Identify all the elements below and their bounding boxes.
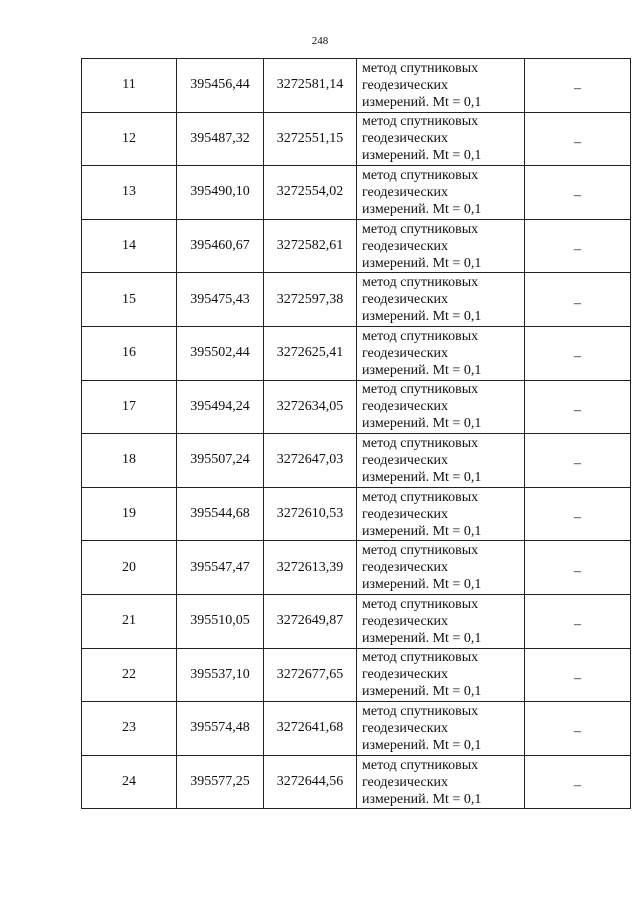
note-cell: [525, 112, 631, 166]
table-row: [82, 702, 631, 756]
method-line: метод спутниковых: [362, 221, 479, 237]
method-cell: [357, 166, 525, 220]
coordinate-x: 395487,32: [177, 112, 264, 166]
method-line: измерений. Mt = 0,1: [362, 684, 482, 700]
method-cell: [357, 219, 525, 273]
method-cell: [357, 702, 525, 756]
coordinate-x: 395574,48: [177, 702, 264, 756]
method-line: метод спутниковых: [362, 650, 479, 666]
note-dash: –: [574, 402, 581, 418]
coordinates-table-body: [82, 59, 631, 809]
coordinate-x: 395490,10: [177, 166, 264, 220]
point-number: 15: [82, 273, 177, 327]
point-number: 13: [82, 166, 177, 220]
note-cell: [525, 380, 631, 434]
method-line: измерений. Mt = 0,1: [362, 523, 482, 539]
coordinate-x: 395502,44: [177, 326, 264, 380]
point-number: 11: [82, 59, 177, 113]
note-dash: –: [574, 134, 581, 150]
method-line: измерений. Mt = 0,1: [362, 416, 482, 432]
method-line: геодезических: [362, 131, 449, 147]
note-dash: –: [574, 188, 581, 204]
note-dash: –: [574, 617, 581, 633]
method-line: метод спутниковых: [362, 757, 479, 773]
table-row: [82, 166, 631, 220]
method-cell: [357, 380, 525, 434]
table-row: [82, 487, 631, 541]
note-dash: –: [574, 563, 581, 579]
coordinate-y: 3272634,05: [264, 380, 357, 434]
method-line: измерений. Mt = 0,1: [362, 469, 482, 485]
table-row: [82, 755, 631, 809]
point-number: 18: [82, 434, 177, 488]
note-cell: [525, 487, 631, 541]
method-line: метод спутниковых: [362, 703, 479, 719]
method-cell: [357, 648, 525, 702]
coordinate-x: 395460,67: [177, 219, 264, 273]
method-line: геодезических: [362, 399, 449, 415]
coordinate-x: 395547,47: [177, 541, 264, 595]
note-cell: [525, 541, 631, 595]
note-dash: –: [574, 670, 581, 686]
point-number: 24: [82, 755, 177, 809]
method-line: измерений. Mt = 0,1: [362, 737, 482, 753]
table-row: [82, 326, 631, 380]
point-number: 19: [82, 487, 177, 541]
note-cell: [525, 273, 631, 327]
coordinate-x: 395544,68: [177, 487, 264, 541]
method-line: геодезических: [362, 506, 449, 522]
method-line: геодезических: [362, 345, 449, 361]
method-line: измерений. Mt = 0,1: [362, 577, 482, 593]
coordinate-y: 3272554,02: [264, 166, 357, 220]
table-row: [82, 594, 631, 648]
method-cell: [357, 59, 525, 113]
method-line: геодезических: [362, 184, 449, 200]
table-row: [82, 648, 631, 702]
note-dash: –: [574, 295, 581, 311]
method-line: геодезических: [362, 667, 449, 683]
note-cell: [525, 755, 631, 809]
method-line: измерений. Mt = 0,1: [362, 255, 482, 271]
coordinate-y: 3272649,87: [264, 594, 357, 648]
method-cell: [357, 755, 525, 809]
method-line: геодезических: [362, 238, 449, 254]
method-cell: [357, 434, 525, 488]
method-line: метод спутниковых: [362, 596, 479, 612]
method-line: геодезических: [362, 452, 449, 468]
point-number: 23: [82, 702, 177, 756]
method-line: метод спутниковых: [362, 275, 479, 291]
method-line: геодезических: [362, 774, 449, 790]
coordinate-x: 395507,24: [177, 434, 264, 488]
coordinate-y: 3272551,15: [264, 112, 357, 166]
method-cell: [357, 541, 525, 595]
method-line: геодезических: [362, 292, 449, 308]
coordinate-x: 395510,05: [177, 594, 264, 648]
coordinate-y: 3272582,61: [264, 219, 357, 273]
method-cell: [357, 487, 525, 541]
coordinate-y: 3272677,65: [264, 648, 357, 702]
method-line: измерений. Mt = 0,1: [362, 94, 482, 110]
coordinate-x: 395537,10: [177, 648, 264, 702]
note-dash: –: [574, 724, 581, 740]
method-line: метод спутниковых: [362, 60, 479, 76]
note-cell: [525, 326, 631, 380]
note-dash: –: [574, 510, 581, 526]
note-cell: [525, 166, 631, 220]
coordinate-y: 3272581,14: [264, 59, 357, 113]
coordinates-table: [81, 58, 631, 809]
coordinate-y: 3272647,03: [264, 434, 357, 488]
method-line: метод спутниковых: [362, 543, 479, 559]
point-number: 12: [82, 112, 177, 166]
coordinate-y: 3272597,38: [264, 273, 357, 327]
note-dash: –: [574, 778, 581, 794]
point-number: 16: [82, 326, 177, 380]
method-line: геодезических: [362, 77, 449, 93]
note-cell: [525, 59, 631, 113]
table-row: [82, 541, 631, 595]
method-line: геодезических: [362, 613, 449, 629]
coordinate-y: 3272644,56: [264, 755, 357, 809]
method-line: измерений. Mt = 0,1: [362, 362, 482, 378]
table-row: [82, 434, 631, 488]
method-cell: [357, 594, 525, 648]
coordinate-x: 395456,44: [177, 59, 264, 113]
table-row: [82, 219, 631, 273]
table-row: [82, 273, 631, 327]
coordinate-y: 3272625,41: [264, 326, 357, 380]
point-number: 17: [82, 380, 177, 434]
table-row: [82, 59, 631, 113]
method-line: метод спутниковых: [362, 114, 479, 130]
note-cell: [525, 594, 631, 648]
coordinate-x: 395577,25: [177, 755, 264, 809]
method-line: метод спутниковых: [362, 382, 479, 398]
table-row: [82, 380, 631, 434]
coordinate-y: 3272613,39: [264, 541, 357, 595]
point-number: 14: [82, 219, 177, 273]
note-dash: –: [574, 81, 581, 97]
coordinate-x: 395494,24: [177, 380, 264, 434]
point-number: 21: [82, 594, 177, 648]
method-line: метод спутниковых: [362, 489, 479, 505]
method-line: метод спутниковых: [362, 435, 479, 451]
method-line: измерений. Mt = 0,1: [362, 201, 482, 217]
method-line: измерений. Mt = 0,1: [362, 791, 482, 807]
note-cell: [525, 648, 631, 702]
note-cell: [525, 434, 631, 488]
coordinate-y: 3272610,53: [264, 487, 357, 541]
method-line: метод спутниковых: [362, 328, 479, 344]
note-cell: [525, 219, 631, 273]
note-dash: –: [574, 456, 581, 472]
method-line: измерений. Mt = 0,1: [362, 148, 482, 164]
coordinate-x: 395475,43: [177, 273, 264, 327]
method-cell: [357, 326, 525, 380]
method-cell: [357, 273, 525, 327]
table-row: [82, 112, 631, 166]
note-dash: –: [574, 242, 581, 258]
point-number: 20: [82, 541, 177, 595]
note-cell: [525, 702, 631, 756]
point-number: 22: [82, 648, 177, 702]
method-line: измерений. Mt = 0,1: [362, 309, 482, 325]
method-line: метод спутниковых: [362, 167, 479, 183]
method-line: измерений. Mt = 0,1: [362, 630, 482, 646]
note-dash: –: [574, 349, 581, 365]
method-cell: [357, 112, 525, 166]
method-line: геодезических: [362, 560, 449, 576]
coordinate-y: 3272641,68: [264, 702, 357, 756]
page-number: 248: [311, 35, 329, 47]
method-line: геодезических: [362, 720, 449, 736]
